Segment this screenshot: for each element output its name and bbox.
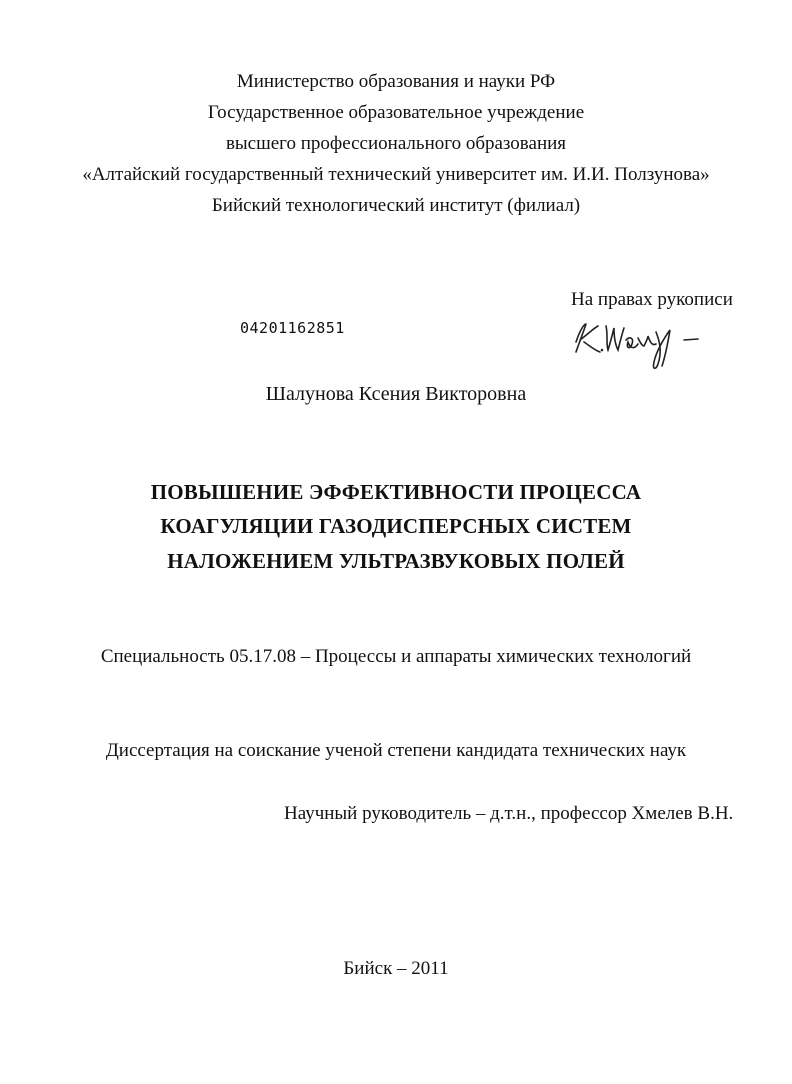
catalog-number: 04201162851	[240, 319, 345, 337]
university-line: «Алтайский государственный технический университет им. И.И. Ползунова»	[82, 164, 710, 185]
title-line-2: КОАГУЛЯЦИИ ГАЗОДИСПЕРСНЫХ СИСТЕМ	[160, 514, 632, 538]
author-name: Шалунова Ксения Викторовна	[265, 383, 527, 405]
specialty-line: Специальность 05.17.08 – Процессы и аппараты химических технологий	[100, 646, 692, 667]
degree-line: Диссертация на соискание ученой степени кандидата технических наук	[105, 740, 687, 761]
title-line-3: НАЛОЖЕНИЕМ УЛЬТРАЗВУКОВЫХ ПОЛЕЙ	[167, 549, 625, 573]
place-year: Бийск – 2011	[343, 958, 449, 979]
supervisor-line: Научный руководитель – д.т.н., профессор Хмелев В.Н.	[284, 803, 734, 824]
branch-line: Бийский технологический институт (филиал)	[211, 195, 581, 216]
ministry-line: Министерство образования и науки РФ	[236, 71, 556, 92]
manuscript-note: На правах рукописи	[571, 289, 733, 310]
handwritten-signature	[570, 312, 720, 372]
svg-text:К.Шалу –: К.Шалу –	[570, 312, 575, 313]
institution-line-1: Государственное образовательное учреждение	[207, 102, 585, 123]
title-line-1: ПОВЫШЕНИЕ ЭФФЕКТИВНОСТИ ПРОЦЕССА	[150, 480, 642, 504]
institution-line-2: высшего профессионального образования	[225, 133, 567, 154]
